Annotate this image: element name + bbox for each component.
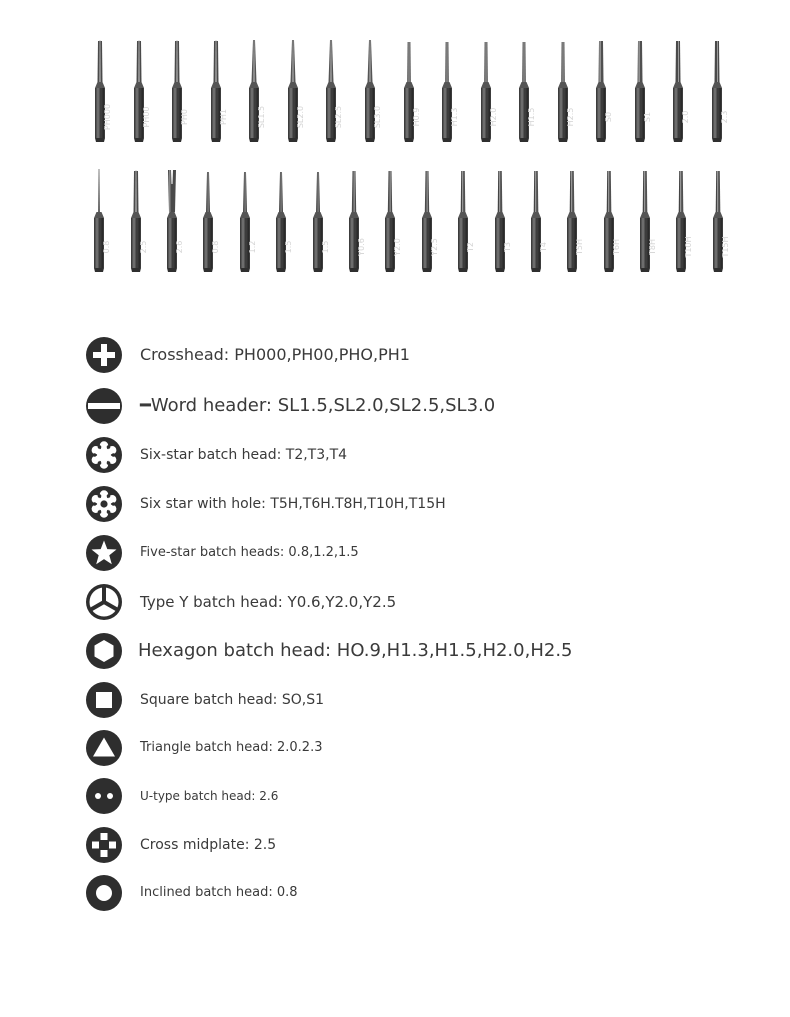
bit-size-label: 0.8 xyxy=(102,240,112,254)
screwdriver-bit xyxy=(343,168,365,273)
screwdriver-bit xyxy=(475,38,497,143)
legend-text: ━Word header: SL1.5,SL2.0,SL2.5,SL3.0 xyxy=(140,395,496,416)
bit-size-label: SL2.5 xyxy=(334,105,344,129)
screwdriver-bit xyxy=(670,168,692,273)
legend-row-cross-midplate xyxy=(86,827,766,863)
bit-size-label: Y2.5 xyxy=(429,238,439,256)
bit-size-label: T15H xyxy=(720,236,730,258)
screwdriver-bit xyxy=(489,168,511,273)
bit-size-label: 1.2 xyxy=(247,240,257,254)
screwdriver-bit xyxy=(629,38,651,143)
screwdriver-bit xyxy=(552,38,574,143)
screwdriver-bit xyxy=(398,38,420,143)
screwdriver-bit xyxy=(197,168,219,273)
screwdriver-bit xyxy=(590,38,612,143)
legend-text: Six star with hole: T5H,T6H.T8H,T10H,T15H xyxy=(140,496,446,512)
legend-row-slot xyxy=(86,388,766,424)
bit-size-label: PH1 xyxy=(218,109,228,125)
screwdriver-bit xyxy=(282,38,304,143)
bit-size-label: H2.5 xyxy=(565,107,575,127)
bit-size-label: 2.0 xyxy=(681,110,691,124)
bit-size-label: Y0.6 xyxy=(356,238,366,256)
screwdriver-bit xyxy=(234,168,256,273)
screwdriver-bit xyxy=(525,168,547,273)
legend-text: Type Y batch head: Y0.6,Y2.0,Y2.5 xyxy=(140,593,397,611)
screwdriver-bit xyxy=(307,168,329,273)
screwdriver-bit xyxy=(436,38,458,143)
bit-size-label: SL3.0 xyxy=(373,105,382,129)
legend-text: Inclined batch head: 0.8 xyxy=(140,885,298,900)
screwdriver-bit xyxy=(634,168,656,273)
bit-size-label: 0.8 xyxy=(211,240,221,254)
legend-row-type-y xyxy=(86,584,766,620)
six-star-hole-icon xyxy=(86,486,122,522)
bit-size-label: H1.5 xyxy=(527,107,537,127)
bit-size-label: SL1.5 xyxy=(257,105,267,129)
cross-head-icon xyxy=(86,337,122,373)
bit-size-label: PH0 xyxy=(180,109,190,125)
legend-row-inclined xyxy=(86,875,766,911)
legend-text: Hexagon batch head: HO.9,H1.3,H1.5,H2.0,H2.5 xyxy=(138,640,573,661)
bit-size-label: 2.6 xyxy=(175,240,184,254)
bit-size-label: T5H xyxy=(575,239,585,255)
bit-size-label: 1.5 xyxy=(320,240,330,254)
screwdriver-bit xyxy=(513,38,535,143)
bit-size-label: SL2.0 xyxy=(295,105,305,129)
bit-size-label: PH000 xyxy=(103,103,113,131)
triangle-icon xyxy=(86,730,122,766)
legend-row-six-star-hole xyxy=(86,486,766,522)
legend-text: Triangle batch head: 2.0.2.3 xyxy=(140,740,323,755)
legend-row-crosshead xyxy=(86,337,766,373)
screwdriver-bit xyxy=(706,38,728,143)
bit-size-label: H1.3 xyxy=(450,107,459,127)
inclined-icon xyxy=(86,875,122,911)
bit-row-top xyxy=(81,38,736,143)
legend-text: Crosshead: PH000,PH00,PHO,PH1 xyxy=(140,345,410,364)
screwdriver-bit xyxy=(707,168,729,273)
legend-row-six-star xyxy=(86,437,766,473)
screwdriver-bit xyxy=(128,38,150,143)
square-icon xyxy=(86,682,122,718)
hexagon-icon xyxy=(86,633,122,669)
six-star-icon xyxy=(86,437,122,473)
bit-size-label: 2.5 xyxy=(138,240,148,254)
screwdriver-bit xyxy=(561,168,583,273)
screwdriver-bit xyxy=(243,38,265,143)
screwdriver-bit xyxy=(379,168,401,273)
bit-size-label: 1.5 xyxy=(284,240,294,254)
screwdriver-bit xyxy=(598,168,620,273)
five-star-icon xyxy=(86,535,122,571)
legend-text: Five-star batch heads: 0.8,1.2,1.5 xyxy=(140,545,359,560)
bit-size-label: H2.0 xyxy=(488,107,498,127)
bit-size-label: Y2.0 xyxy=(393,238,403,256)
screwdriver-bit xyxy=(452,168,474,273)
legend-row-triangle xyxy=(86,730,766,766)
legend-text: Cross midplate: 2.5 xyxy=(140,837,277,853)
bit-size-label: T3 xyxy=(502,242,512,252)
screwdriver-bit xyxy=(320,38,342,143)
legend-row-u-type xyxy=(86,778,766,814)
legend-text: U-type batch head: 2.6 xyxy=(140,789,279,803)
bit-size-label: PH00 xyxy=(141,106,151,128)
legend-row-hexagon xyxy=(86,633,766,669)
legend-row-five-star xyxy=(86,535,766,571)
bit-size-label: T2 xyxy=(466,242,476,252)
type-y-icon xyxy=(86,584,122,620)
bit-size-label: T6H xyxy=(611,239,621,255)
screwdriver-bit xyxy=(125,168,147,273)
screwdriver-bit xyxy=(270,168,292,273)
legend-text: Six-star batch head: T2,T3,T4 xyxy=(140,447,348,463)
bit-size-label: T10H xyxy=(684,236,694,258)
legend-text: Square batch head: SO,S1 xyxy=(140,692,324,708)
bit-size-label: S1 xyxy=(642,111,652,123)
bit-size-label: H0.9 xyxy=(411,107,421,127)
cross-midplate-icon xyxy=(86,827,122,863)
legend-row-square xyxy=(86,682,766,718)
screwdriver-bit xyxy=(88,168,110,273)
bit-size-label: T8H xyxy=(648,239,657,255)
screwdriver-bit xyxy=(89,38,111,143)
slot-head-icon xyxy=(86,388,122,424)
screwdriver-bit xyxy=(166,38,188,143)
u-type-icon xyxy=(86,778,122,814)
screwdriver-bit xyxy=(667,38,689,143)
screwdriver-bit xyxy=(161,168,183,273)
bit-row-bottom xyxy=(81,168,736,273)
bit-size-label: S0 xyxy=(604,111,614,123)
bit-size-label: T4 xyxy=(538,242,548,252)
screwdriver-bit xyxy=(205,38,227,143)
screwdriver-bit xyxy=(359,38,381,143)
screwdriver-bit xyxy=(416,168,438,273)
bit-size-label: 2.3 xyxy=(719,110,729,124)
